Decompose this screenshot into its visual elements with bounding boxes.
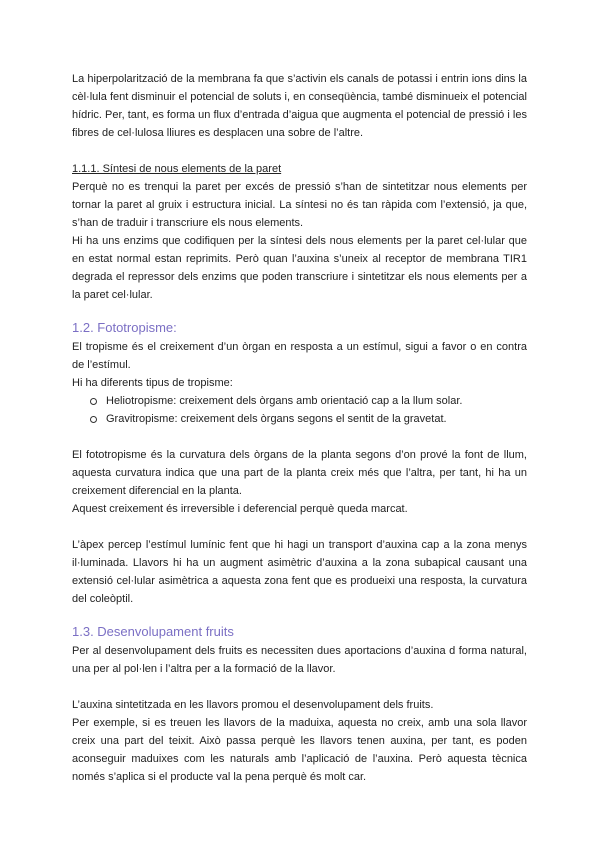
paragraph-apex: L’àpex percep l’estímul lumínic fent que hi hagi un transport d’auxina cap a la zona menys il·luminada. Llavors hi ha un augment asimètric d’auxina a la zona subapical causant una extensió cel·lular asimètrica a aquesta zona fent que es produeixi una resposta, la curvatura del coleòptil. (72, 539, 527, 605)
paragraph-irreversible: Aquest creixement és irreversible i deferencial perquè queda marcat. (72, 503, 408, 515)
paragraph-phototropism: El fototropisme és la curvatura dels òrgans de la planta segons d’on prové la font de llum, aquesta curvatura indica que una part de la planta creix més que l’altra, per tant, hi ha un creixement diferencial en la planta. (72, 449, 527, 497)
paragraph-hyperpolarization: La hiperpolarització de la membrana fa que s’activin els canals de potassi i entrin ions dins la cèl·lula fent disminuir el potencial de soluts i, en conseqüència, també disminueix el potencial hídric. Per, tant, es forma un flux d’entrada d’aigua que augmenta el potencial de pressió i les fibres de cel·lulosa lliures es desplacen una sobre de l’altre. (72, 73, 527, 139)
paragraph-auxin-seeds: L’auxina sintetitzada en les llavors promou el desenvolupament dels fruits. (72, 699, 434, 711)
list-item: Heliotropisme: creixement dels òrgans amb orientació cap a la llum solar. (106, 392, 527, 410)
paragraph-fruit-development: Per al desenvolupament dels fruits es necessiten dues aportacions d’auxina d forma natural, una per al pol·len i l’altra per a la formació de la llavor. (72, 645, 527, 675)
section-title-1-3: 1.3. Desenvolupament fruits (72, 624, 234, 639)
paragraph-tropism-types: Hi ha diferents tipus de tropisme: (72, 377, 233, 389)
list-item: Gravitropisme: creixement dels òrgans segons el sentit de la gravetat. (106, 410, 527, 428)
document-page (72, 70, 527, 786)
section-title-1-2: 1.2. Fototropisme: (72, 320, 177, 335)
section-title-1-1-1: 1.1.1. Síntesi de nous elements de la paret (72, 163, 282, 175)
paragraph-wall-synthesis: Perquè no es trenqui la paret per excés de pressió s’han de sintetitzar nous elements per tornar la paret al gruix i estructura inicial. La síntesi no és tan ràpida com l’extensió, ja que, s’han de traduir i transcriure els nous elements. (72, 181, 527, 229)
paragraph-strawberry-example: Per exemple, si es treuen les llavors de la maduixa, aquesta no creix, amb una sola llavor creix una part del teixit. Això passa perquè les llavors tenen auxina, per tant, es poden aconseguir maduixes com les naturals amb l’aplicació de l’auxina. Però aquesta tècnica només s’aplica si el producte val la pena perquè és molt car. (72, 717, 527, 783)
tropism-list (72, 392, 527, 428)
paragraph-tropism-definition: El tropisme és el creixement d’un òrgan en resposta a un estímul, sigui a favor o en contra de l’estímul. (72, 341, 527, 371)
paragraph-enzymes: Hi ha uns enzims que codifiquen per la síntesi dels nous elements per la paret cel·lular que en estat normal estan reprimits. Però quan l’auxina s’uneix al receptor de membrana TIR1 degrada el repressor dels enzims que poden transcriure i sintetitzar els nous elements per a la paret cel·lular. (72, 235, 527, 301)
